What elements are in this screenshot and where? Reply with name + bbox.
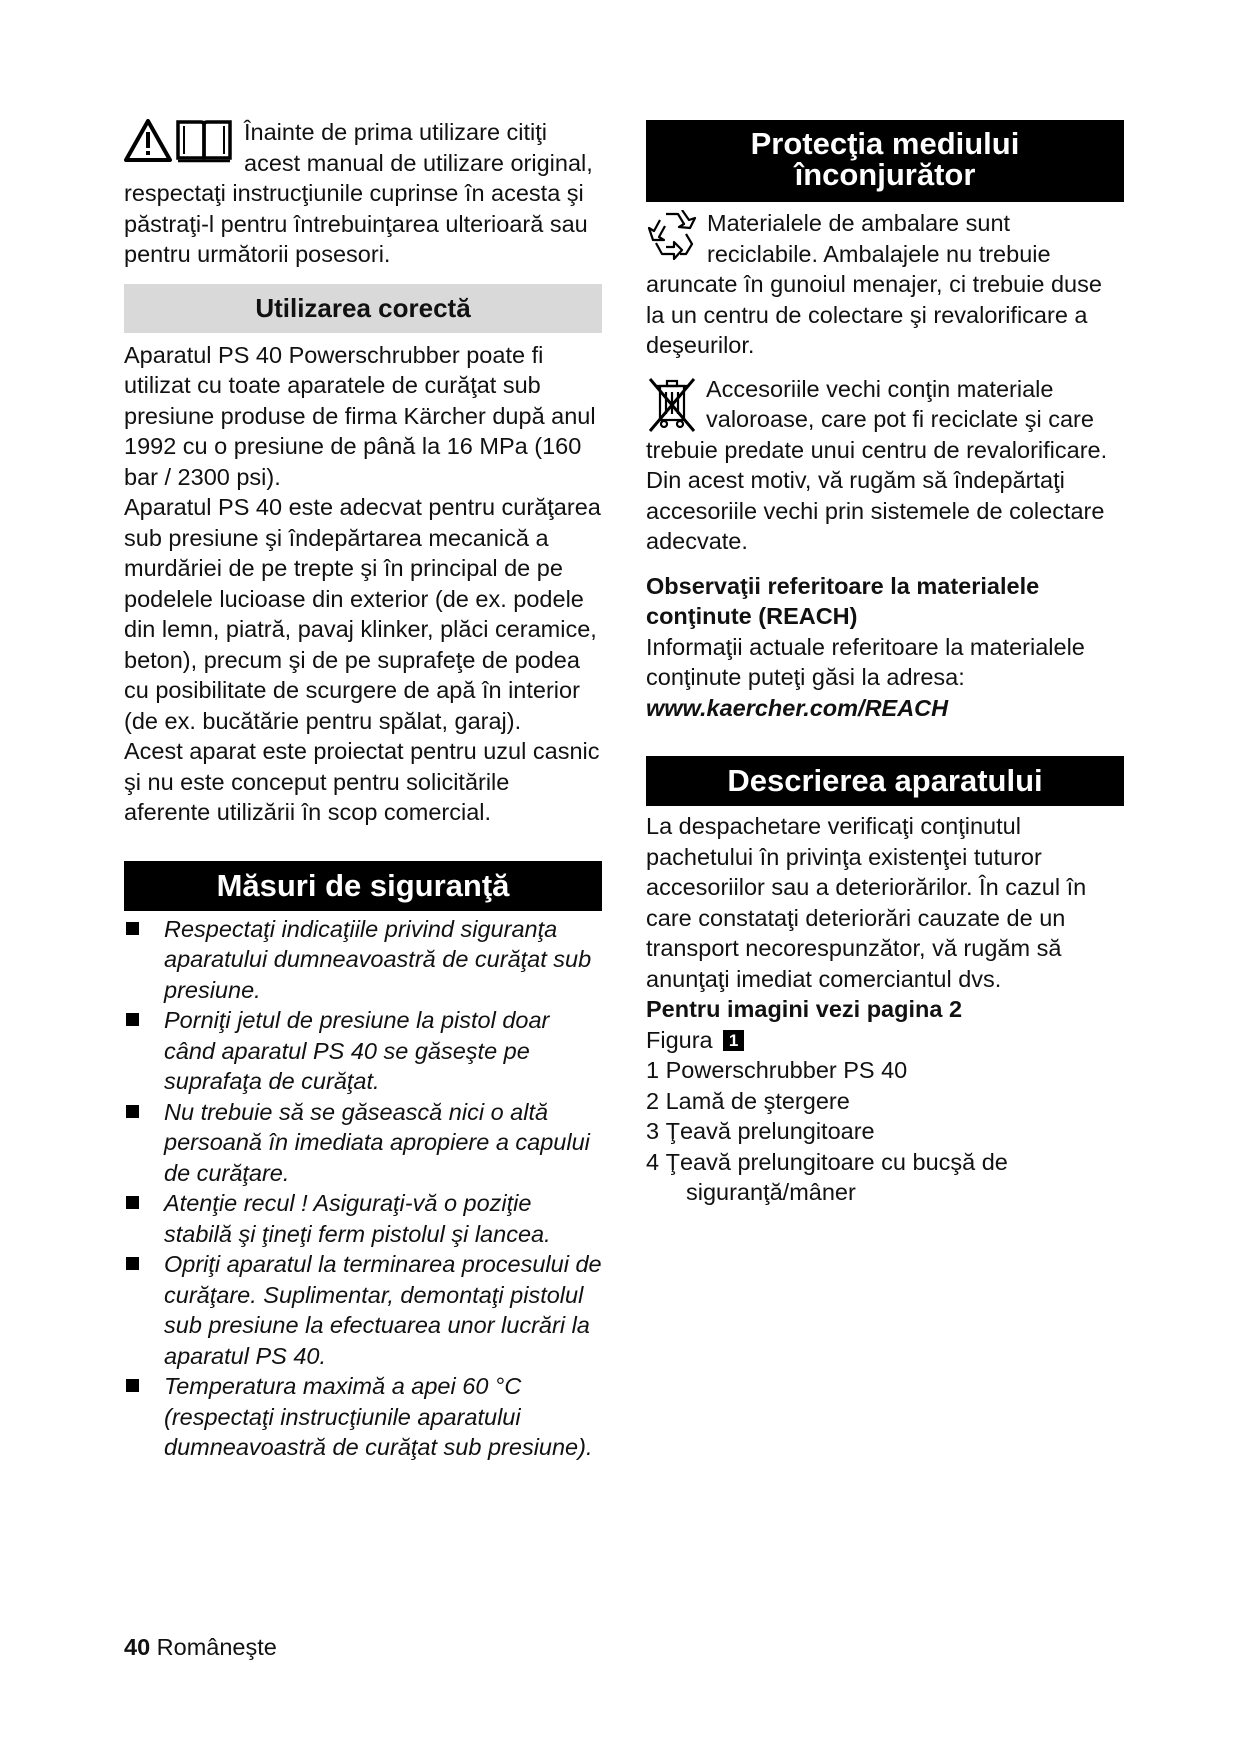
correct-use-paragraph-1: Aparatul PS 40 Powerschrubber poate fi utilizat cu toate aparatele de curăţat sub presiune produse de firma Kärcher după anul 1992 cu o presiune de până la 16 MPa (160 bar / 2300 psi).	[124, 341, 596, 490]
bullet-square-icon	[126, 1013, 139, 1026]
list-item: Respectaţi indicaţiile privind siguranţa aparatului dumneavoastră de curăţat sub presiune.	[124, 914, 602, 1006]
intro-paragraph	[124, 117, 602, 270]
page-number: 40	[124, 1634, 151, 1660]
weee-paragraph	[646, 374, 1124, 557]
description-text: La despachetare verificaţi conţinutul pachetului în privinţa existenţei tuturor accesoriilor sau a deteriorărilor. În cazul în care constataţi deteriorări cauzate de un transport necorespunzător, vă rugăm să anunţaţi imediat comerciantul dvs.	[646, 813, 1087, 992]
bullet-square-icon	[126, 1257, 139, 1270]
parts-list	[646, 1055, 1124, 1208]
bullet-square-icon	[126, 1196, 139, 1209]
reach-url-link[interactable]: www.kaercher.com/REACH	[646, 694, 949, 721]
right-column	[646, 120, 1124, 1208]
correct-use-paragraph-3: Acest aparat este proiectat pentru uzul casnic şi nu este conceput pentru solicitările aferente utilizării în scop comercial.	[124, 738, 600, 825]
bullet-square-icon	[126, 1105, 139, 1118]
bullet-square-icon	[126, 922, 139, 935]
list-item: Nu trebuie să se găsească nici o altă persoană în imediata apropiere a capului de curăţare.	[124, 1097, 602, 1189]
figure-number-badge: 1	[723, 1030, 744, 1051]
recycle-text: Materialele de ambalare sunt reciclabile. Ambalajele nu trebuie aruncate în gunoiul menajer, ci trebuie duse la un centru de colectare şi revalorificare a deşeurilor.	[646, 210, 1102, 358]
reach-text: Informaţii actuale referitoare la materialele conţinute puteţi găsi la adresa:	[646, 633, 1085, 690]
list-item: Temperatura maximă a apei 60 °C (respectaţi instrucţiunile aparatului dumneavoastră de curăţat sub presiune).	[124, 1371, 602, 1463]
recycle-icon	[646, 210, 698, 260]
section-title-correct-use: Utilizarea corectă	[124, 284, 602, 333]
images-reference: Pentru imagini vezi pagina 2	[646, 996, 963, 1022]
footer-language: Româneşte	[156, 1634, 277, 1660]
section-title-safety: Măsuri de siguranţă	[124, 861, 602, 911]
weee-text: Accesoriile vechi conţin materiale valoroase, care pot fi reciclate şi care trebuie predate unui centru de revalorificare. Din acest motiv, vă rugăm să îndepărtaţi accesoriile vechi prin sistemele de colectare adecvate.	[646, 375, 1108, 554]
list-item: Opriţi aparatul la terminarea procesului de curăţare. Suplimentar, demontaţi pistolul sub presiune la efectuarea unor lucrări la aparatul PS 40.	[124, 1249, 602, 1371]
section-title-description: Descrierea aparatului	[646, 756, 1124, 806]
reach-title: Observaţii referitoare la materialele conţinute (REACH)	[646, 572, 1040, 629]
list-item: 3 Ţeavă prelungitoare	[646, 1118, 875, 1144]
list-item: Atenţie recul ! Asiguraţi-vă o poziţie stabilă şi ţineţi ferm pistolul şi lancea.	[124, 1188, 602, 1249]
list-item: 1 Powerschrubber PS 40	[646, 1057, 908, 1083]
page-footer	[124, 1634, 277, 1661]
intro-text: Înainte de prima utilizare citiţi acest manual de utilizare original, respectaţi instrucţiunile cuprinse în acesta şi păstraţi-l pentru întrebuinţarea ulterioară sau pentru următorii posesori.	[124, 119, 593, 267]
left-column	[124, 117, 602, 1463]
figure-line	[646, 1025, 1124, 1056]
list-item: 2 Lamă de ştergere	[646, 1087, 850, 1114]
crossed-bin-icon	[646, 376, 698, 434]
list-item: 4 Ţeavă prelungitoare cu bucşă de siguranţă/mâner	[646, 1148, 1008, 1205]
figure-label: Figura	[646, 1026, 713, 1053]
warning-manual-icon	[124, 114, 236, 164]
recycle-paragraph	[646, 208, 1124, 361]
safety-list	[124, 914, 602, 1463]
section-title-environment: Protecţia mediului înconjurător	[646, 120, 1124, 202]
list-item: Porniţi jetul de presiune la pistol doar când aparatul PS 40 se găseşte pe suprafaţa de curăţat.	[124, 1005, 602, 1097]
bullet-square-icon	[126, 1379, 139, 1392]
correct-use-paragraph-2: Aparatul PS 40 este adecvat pentru curăţarea sub presiune şi îndepărtarea mecanică a murdăriei de pe trepte şi în principal de pe podelele lucioase din exterior (de ex. podele din lemn, piatră, pavaj klinker, plăci ceramice, beton), precum şi de pe suprafeţe de podea cu posibilitate de scurgere de apă în interior (de ex. bucătărie pentru spălat, garaj).	[124, 494, 601, 734]
